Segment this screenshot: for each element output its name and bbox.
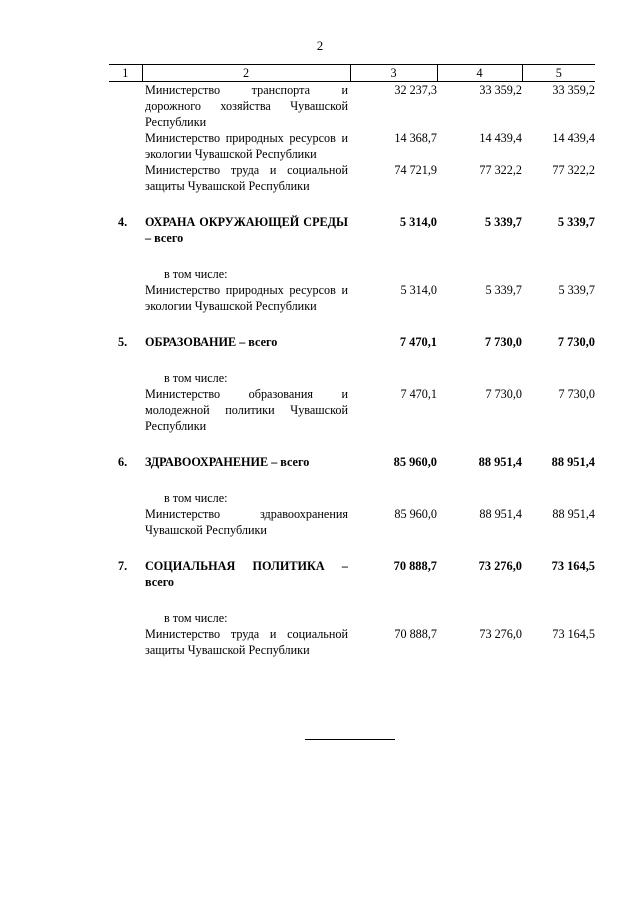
section-total-col4: 73 276,0 xyxy=(478,559,522,573)
column-number-row xyxy=(109,65,595,82)
table-row xyxy=(109,82,595,131)
end-divider xyxy=(305,739,395,740)
column-header-5: 5 xyxy=(522,65,595,82)
section-number: 7. xyxy=(118,559,128,573)
section-total-col3: 5 314,0 xyxy=(399,215,437,229)
section-total-col5: 73 164,5 xyxy=(551,559,595,573)
including-label: в том числе: xyxy=(164,611,228,625)
value-col3: 7 470,1 xyxy=(400,387,437,401)
section-row xyxy=(109,334,595,350)
value-col5: 7 730,0 xyxy=(558,387,595,401)
section-total-col5: 88 951,4 xyxy=(551,455,595,469)
including-row xyxy=(109,266,595,282)
row-name: Министерство природных ресурсов и экологии Чувашской Республики xyxy=(145,283,348,313)
value-col3: 70 888,7 xyxy=(394,627,437,641)
value-col3: 74 721,9 xyxy=(394,163,437,177)
section-total-col3: 7 470,1 xyxy=(399,335,437,349)
column-header-1: 1 xyxy=(109,65,142,82)
column-header-3: 3 xyxy=(350,65,437,82)
value-col5: 88 951,4 xyxy=(552,507,595,521)
value-col5: 73 164,5 xyxy=(552,627,595,641)
section-total-col3: 85 960,0 xyxy=(393,455,437,469)
table-row xyxy=(109,130,595,162)
row-name: Министерство труда и социальной защиты Чувашской Республики xyxy=(145,627,348,657)
including-row xyxy=(109,610,595,626)
value-col3: 85 960,0 xyxy=(394,507,437,521)
section-number: 6. xyxy=(118,455,128,469)
value-col4: 7 730,0 xyxy=(485,387,522,401)
budget-table xyxy=(109,64,595,658)
section-number: 5. xyxy=(118,335,128,349)
value-col3: 32 237,3 xyxy=(394,83,437,97)
including-row xyxy=(109,370,595,386)
row-name: Министерство труда и социальной защиты Чувашской Республики xyxy=(145,163,348,193)
value-col4: 5 339,7 xyxy=(485,283,522,297)
section-total-col5: 5 339,7 xyxy=(557,215,595,229)
column-header-2: 2 xyxy=(142,65,350,82)
value-col4: 33 359,2 xyxy=(479,83,522,97)
value-col5: 5 339,7 xyxy=(558,283,595,297)
value-col3: 5 314,0 xyxy=(400,283,437,297)
value-col3: 14 368,7 xyxy=(394,131,437,145)
table-row xyxy=(109,506,595,538)
row-name: Министерство образования и молодежной политики Чувашской Республики xyxy=(145,387,348,433)
value-col4: 73 276,0 xyxy=(479,627,522,641)
section-row xyxy=(109,214,595,246)
value-col4: 88 951,4 xyxy=(479,507,522,521)
section-row xyxy=(109,558,595,590)
table-row xyxy=(109,386,595,434)
value-col5: 33 359,2 xyxy=(552,83,595,97)
section-title: СОЦИАЛЬНАЯ ПОЛИТИКА – всего xyxy=(145,559,348,589)
row-name: Министерство природных ресурсов и экологии Чувашской Республики xyxy=(145,131,348,161)
table-row xyxy=(109,162,595,194)
including-row xyxy=(109,490,595,506)
table-row xyxy=(109,282,595,314)
including-label: в том числе: xyxy=(164,371,228,385)
value-col4: 14 439,4 xyxy=(479,131,522,145)
section-title: ЗДРАВООХРАНЕНИЕ – всего xyxy=(145,455,310,469)
table-row xyxy=(109,626,595,658)
including-label: в том числе: xyxy=(164,267,228,281)
section-row xyxy=(109,454,595,470)
value-col5: 77 322,2 xyxy=(552,163,595,177)
row-name: Министерство транспорта и дорожного хозяйства Чувашской Республики xyxy=(145,83,348,129)
column-header-4: 4 xyxy=(437,65,522,82)
section-title: ОХРАНА ОКРУЖАЮЩЕЙ СРЕДЫ – всего xyxy=(145,215,348,245)
section-total-col3: 70 888,7 xyxy=(393,559,437,573)
section-total-col4: 88 951,4 xyxy=(478,455,522,469)
page-number: 2 xyxy=(316,38,324,53)
section-total-col4: 7 730,0 xyxy=(484,335,522,349)
section-total-col4: 5 339,7 xyxy=(484,215,522,229)
section-title: ОБРАЗОВАНИЕ – всего xyxy=(145,335,278,349)
value-col5: 14 439,4 xyxy=(552,131,595,145)
section-number: 4. xyxy=(118,215,128,229)
row-name: Министерство здравоохранения Чувашской Республики xyxy=(145,507,348,537)
value-col4: 77 322,2 xyxy=(479,163,522,177)
section-total-col5: 7 730,0 xyxy=(557,335,595,349)
including-label: в том числе: xyxy=(164,491,228,505)
